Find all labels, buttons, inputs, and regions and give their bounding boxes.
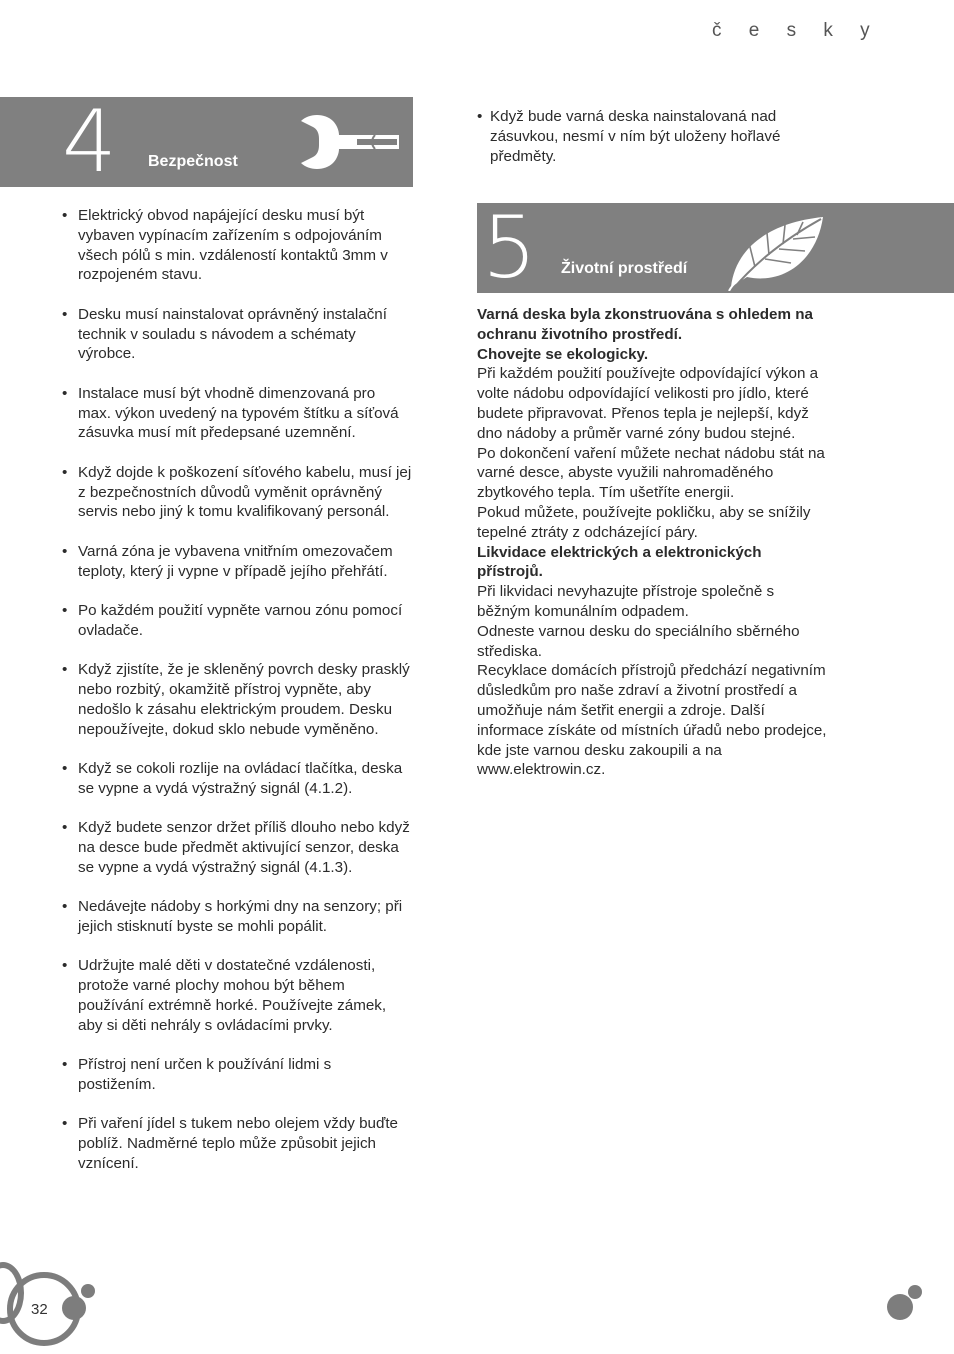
section-number: 4: [62, 97, 117, 187]
subheading: Chovejte se ekologicky.: [477, 345, 649, 363]
list-item: • Při vaření jídel s tukem nebo olejem vždy buďte poblíž. Nadměrné teplo může způsobit jejich vznícení.: [62, 1114, 412, 1173]
list-item: • Varná zóna je vybavena vnitřním omezovačem teploty, který ji vypne v případě jejího přehřátí.: [62, 542, 412, 582]
list-item: • Když zjistíte, že je skleněný povrch desky prasklý nebo rozbitý, okamžitě přístroj vypněte, aby nedošlo k zásahu elektrickým proudem. Desku nepoužívejte, dokud sklo nebude vyměněno.: [62, 660, 412, 739]
list-item: • Nedávejte nádoby s horkými dny na senzory; při jejich stisknutí byste se mohli popálit.: [62, 897, 412, 937]
section-number: 5: [482, 203, 537, 293]
list-item: • Udržujte malé děti v dostatečné vzdálenosti, protože varné plochy mohou být během používání extrémně horké. Používejte zámek, aby si děti nehrály s ovládacími prvky.: [62, 956, 412, 1035]
page-number: 32: [31, 1301, 48, 1318]
list-item: • Po každém použití vypněte varnou zónu pomocí ovladače.: [62, 601, 412, 641]
safety-list: [62, 206, 412, 1193]
section-4-banner: [0, 97, 413, 187]
list-item: • Elektrický obvod napájející desku musí být vybaven vypínacím zařízením s odpojováním všech pólů s min. vzdáleností kontaktů 3mm v rozpojeném stavu.: [62, 206, 412, 285]
list-item: • Instalace musí být vhodně dimenzovaná pro max. výkon uvedený na typovém štítku a síťová zásuvka musí mít předepsané uzemnění.: [62, 384, 412, 443]
list-item: • Když bude varná deska nainstalovaná nad zásuvkou, nesmí v ním být uloženy hořlavé předměty.: [477, 107, 827, 166]
intro-paragraph: Varná deska byla zkonstruována s ohledem na ochranu životního prostředí.: [477, 306, 813, 343]
dot-decoration: [81, 1284, 95, 1298]
language-label: č e s k y: [712, 20, 881, 41]
list-item: • Přístroj není určen k používání lidmi s postižením.: [62, 1055, 412, 1095]
paragraph: Při každém použití používejte odpovídající výkon a volte nádobu odpovídající velikosti pro jídlo, které budete připravovat. Přenos tepla je nejlepší, když dno nádoby a průměr varné zóny budou stejné.: [477, 365, 819, 442]
subheading: Likvidace elektrických a elektronických přístrojů.: [477, 543, 762, 581]
paragraph: Pokud můžete, používejte pokličku, aby se snížily tepelné ztráty z odcházející páry.: [477, 503, 811, 541]
dot-decoration: [62, 1296, 86, 1320]
dot-decoration: [908, 1285, 922, 1299]
list-item: • Když budete senzor držet příliš dlouho nebo když na desce bude předmět aktivující senzor, deska se vypne a vydá výstražný signál (4.1.3).: [62, 818, 412, 877]
paragraph: Při likvidaci nevyhazujte přístroje společně s běžným komunálním odpadem.: [477, 583, 775, 620]
environment-text: [477, 305, 829, 780]
list-item: • Desku musí nainstalovat oprávněný instalační technik v souladu s návodem a schématy výrobce.: [62, 305, 412, 364]
list-item: • Když dojde k poškození síťového kabelu, musí jej z bezpečnostních důvodů vyměnit oprávněný servis nebo jiný k tomu kvalifikovaný personál.: [62, 463, 412, 522]
section-5-banner: [477, 203, 954, 293]
paragraph: Po dokončení vaření můžete nechat nádobu stát na varné desce, abyste využili nahromaděného zbytkového tepla. Tím ušetříte energii.: [477, 444, 825, 502]
dot-decoration: [887, 1294, 913, 1320]
list-item: • Když se cokoli rozlije na ovládací tlačítka, deska se vypne a vydá výstražný signál (4.1.2).: [62, 759, 412, 799]
section-title: Životní prostředí: [561, 260, 688, 277]
leaf-icon: [725, 211, 835, 291]
wrench-icon: [295, 111, 405, 173]
section-title: Bezpečnost: [148, 153, 238, 170]
safety-list-continued: [477, 107, 827, 166]
paragraph: Odneste varnou desku do speciálního sběrného střediska.: [477, 622, 800, 660]
paragraph: Recyklace domácích přístrojů předchází negativním důsledkům pro naše zdraví a životní prostředí a umožňuje nám šetřit energii a zdroje. Další informace získáte od místních úřadů nebo prodejce, kde jste varnou desku zakoupili a na www.elektrowin.cz.: [477, 662, 827, 779]
